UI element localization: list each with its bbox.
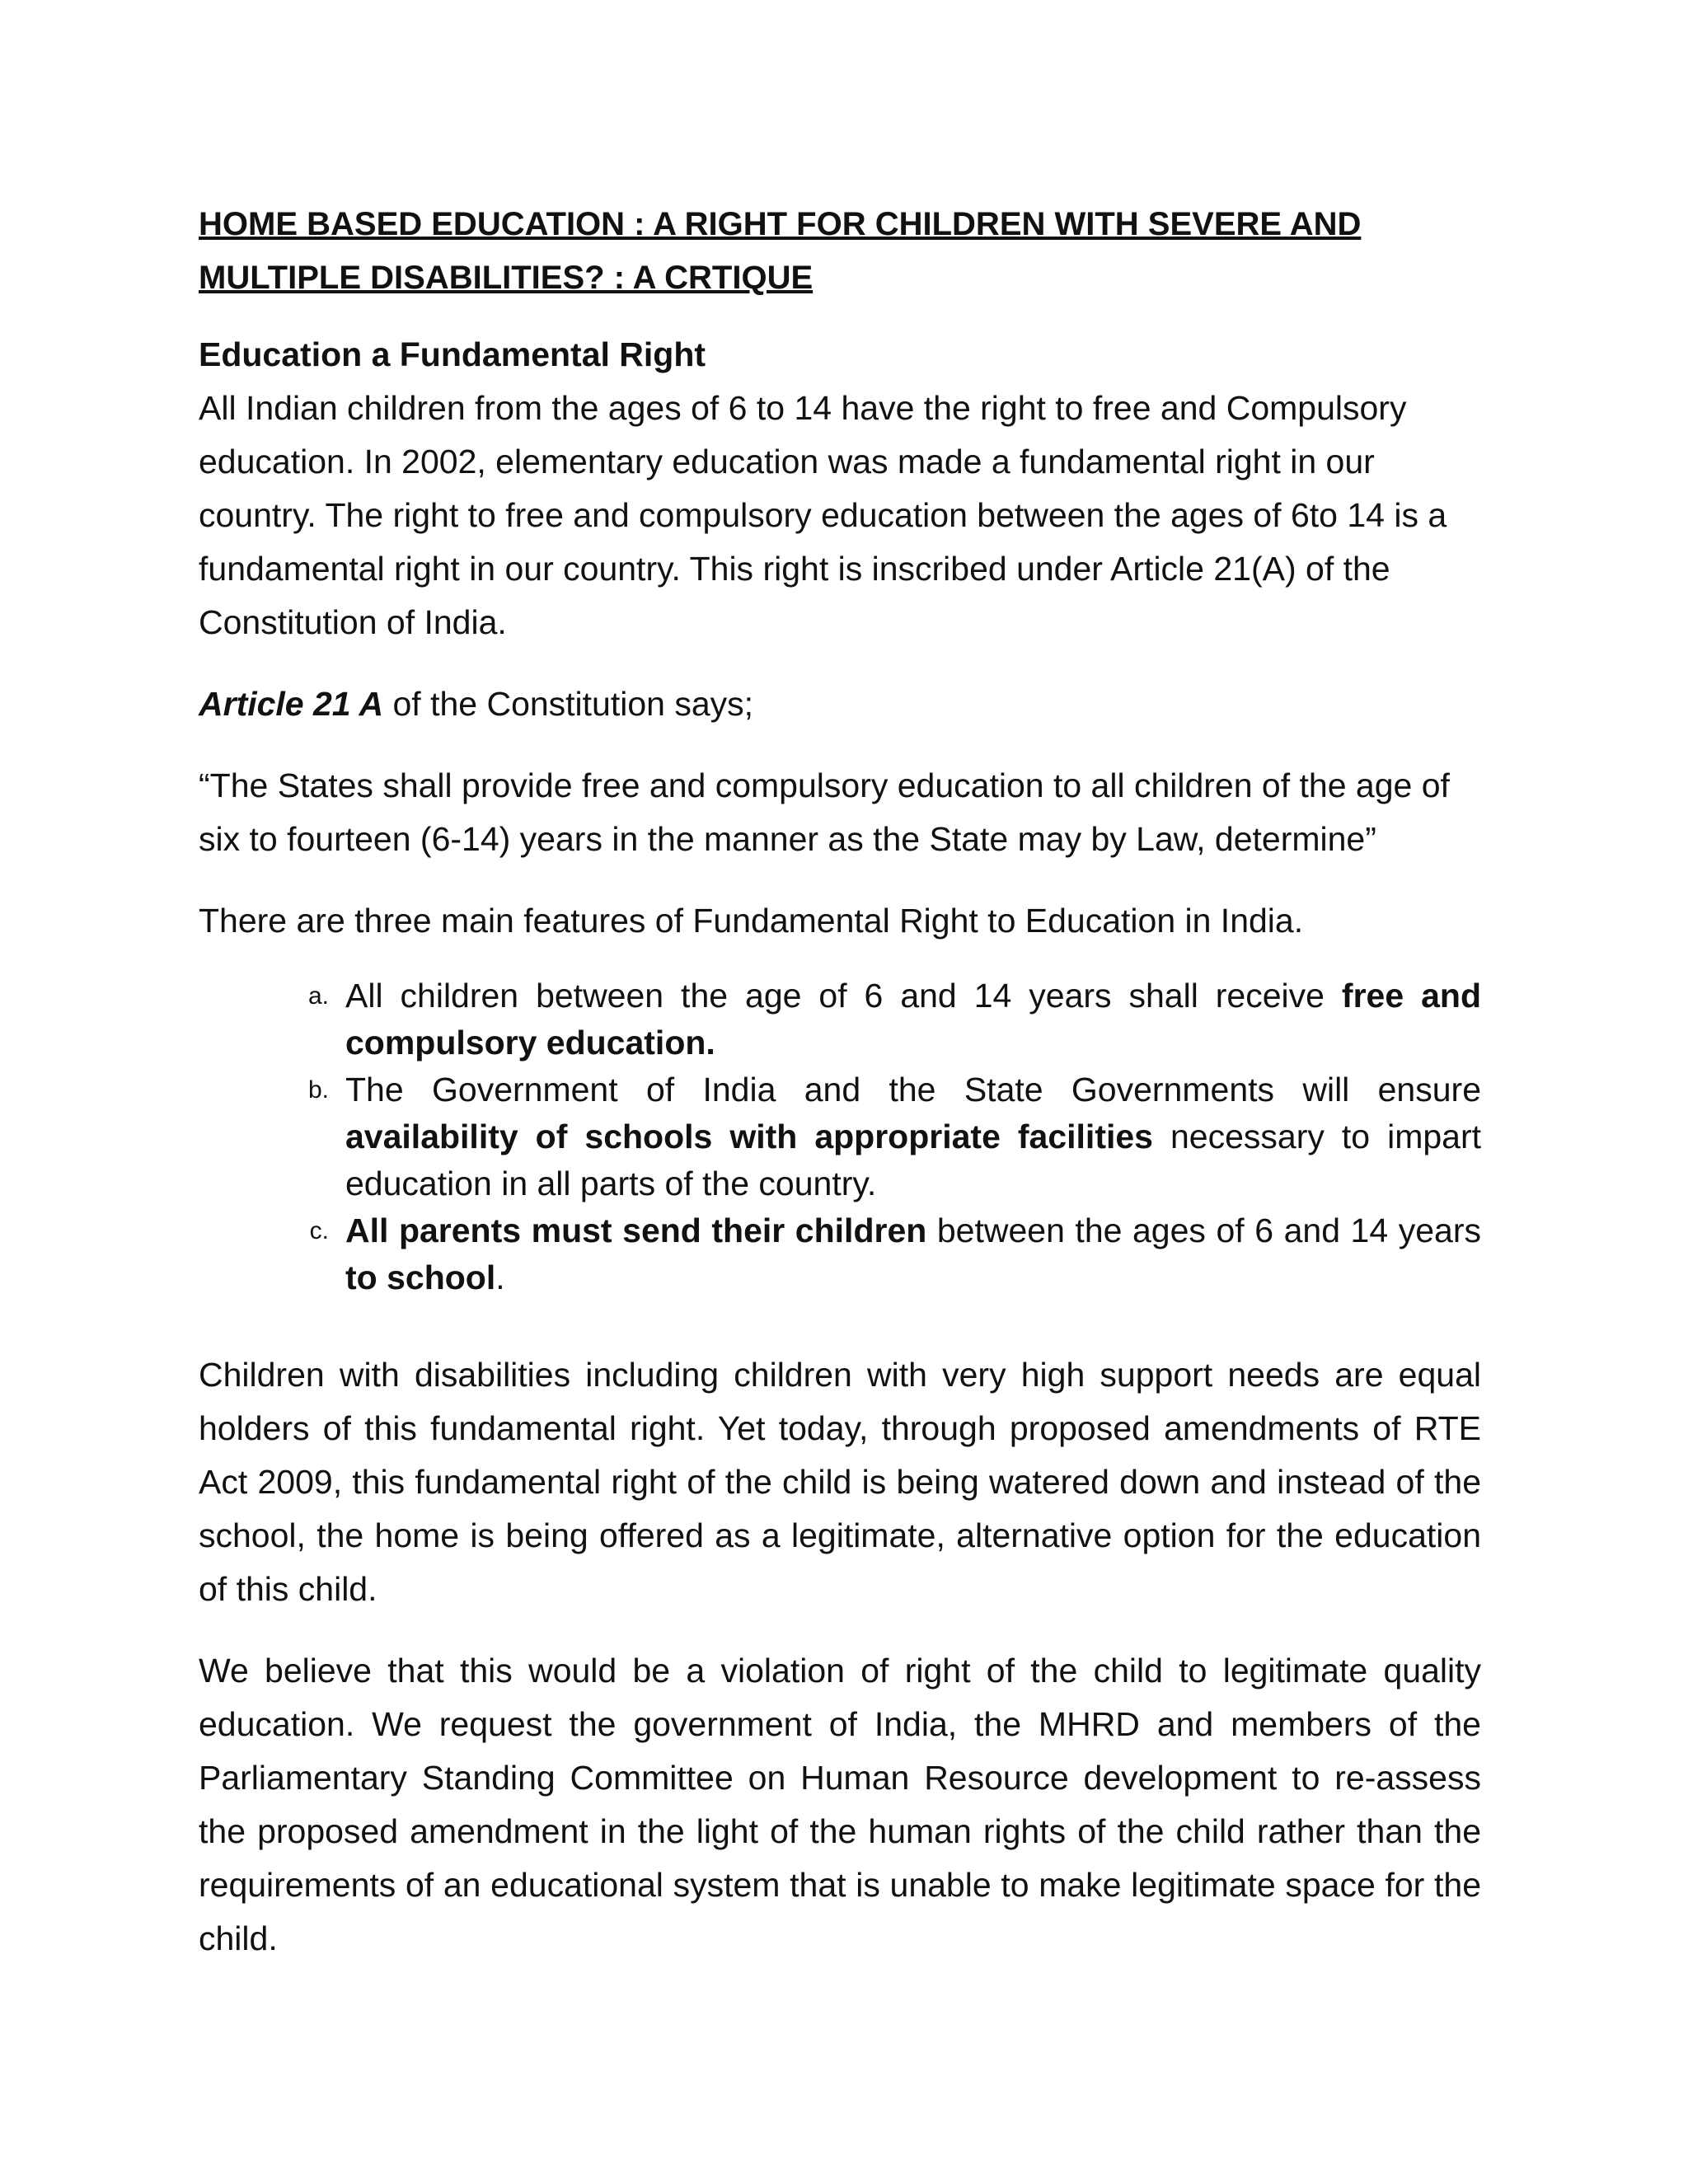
list-item xyxy=(307,1066,1481,1207)
article-label: Article 21 A xyxy=(199,685,384,723)
title-line-2: MULTIPLE DISABILITIES? : A CRTIQUE xyxy=(199,260,814,296)
article-reference xyxy=(199,677,1481,731)
feature-text-after: necessary to impart education in all parts of the country. xyxy=(345,1118,1481,1202)
document-body xyxy=(199,198,1481,1966)
request-paragraph: We believe that this would be a violation of right of the child to legitimate quality education. We request the government of India, the MHRD and members of the Parliamentary Standing Committee on Human Resource development to re-assess the proposed amendment in the light of the human rights of the child rather than the requirements of an educational system that is unable to make legitimate space for the child. xyxy=(199,1652,1481,1957)
section-heading: Education a Fundamental Right xyxy=(199,335,706,373)
intro-paragraph: All Indian children from the ages of 6 to 14 have the right to free and Compulsory education. In 2002, elementary education was made a fundamental right in our country. The right to free and compulsory education between the ages of 6to 14 is a fundamental right in our country. This right is inscribed under Article 21(A) of the Constitution of India. xyxy=(199,389,1447,641)
features-intro: There are three main features of Fundamental Right to Education in India. xyxy=(199,902,1304,940)
constitution-quote: “The States shall provide free and compulsory education to all children of the age of six to fourteen (6-14) years in the manner as the State may by Law, determine” xyxy=(199,766,1450,858)
feature-bold-tail: to school xyxy=(345,1258,496,1296)
title-line-1: HOME BASED EDUCATION : A RIGHT FOR CHILDREN WITH SEVERE AND xyxy=(199,206,1362,242)
feature-text: All children between the age of 6 and 14 years shall receive xyxy=(345,977,1342,1015)
feature-bold-lead: All parents must send their children xyxy=(345,1212,927,1249)
feature-bold: free and compulsory education. xyxy=(345,977,1481,1062)
feature-text: The Government of India and the State Governments will ensure xyxy=(345,1071,1481,1108)
document-title xyxy=(199,198,1481,305)
list-marker: a. xyxy=(307,982,329,1010)
list-marker: b. xyxy=(307,1076,329,1104)
features-list xyxy=(199,972,1481,1301)
feature-bold: availability of schools with appropriate facilities xyxy=(345,1118,1153,1155)
feature-text-end: . xyxy=(495,1258,505,1296)
disabilities-paragraph: Children with disabilities including children with very high support needs are equal holders of this fundamental right. Yet today, through proposed amendments of RTE Act 2009, this fundamental right of the child is being watered down and instead of the school, the home is being offered as a legitimate, alternative option for the education of this child. xyxy=(199,1356,1481,1608)
list-marker: c. xyxy=(309,1217,329,1244)
feature-text-mid: between the ages of 6 and 14 years xyxy=(926,1212,1481,1249)
list-item xyxy=(309,1207,1481,1301)
article-rest: of the Constitution says; xyxy=(383,685,754,723)
list-item xyxy=(307,972,1481,1066)
